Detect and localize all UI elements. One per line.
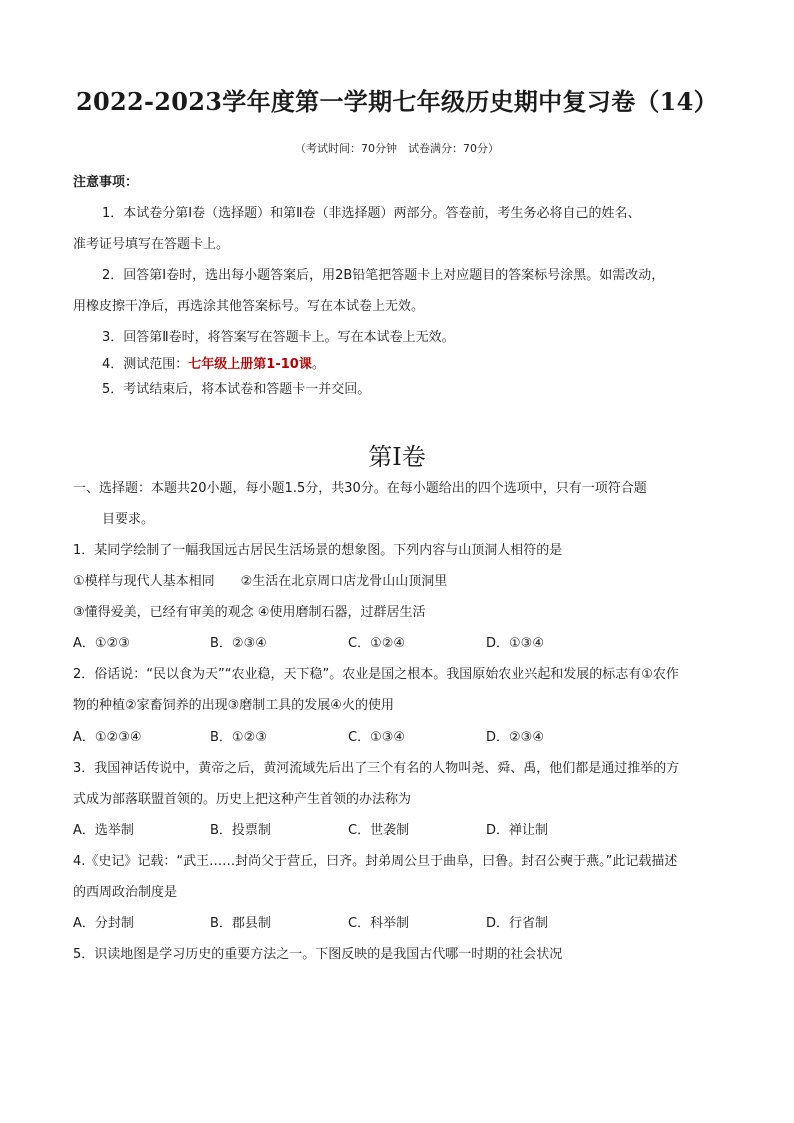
question-4-option-c[interactable]: C．科举制 bbox=[348, 916, 410, 931]
question-4-option-b[interactable]: B．郡县制 bbox=[210, 916, 271, 931]
question-1-option-c[interactable]: C．①②④ bbox=[348, 636, 406, 651]
question-5-stem: 5．识读地图是学习历史的重要方法之一。下图反映的是我国古代哪一时期的社会状况 bbox=[73, 947, 563, 962]
question-3-option-b[interactable]: B．投票制 bbox=[210, 823, 271, 838]
question-2-option-d[interactable]: D．②③④ bbox=[486, 730, 544, 745]
exam-title: 2022-2023学年度第一学期七年级历史期中复习卷（14） bbox=[76, 87, 718, 116]
test-scope: 七年级上册第1-10课 bbox=[188, 357, 312, 372]
question-4-option-a[interactable]: A．分封制 bbox=[73, 916, 134, 931]
question-3-option-d[interactable]: D．禅让制 bbox=[486, 823, 549, 838]
question-4-option-d[interactable]: D．行省制 bbox=[486, 916, 549, 931]
question-3-stem-line-2: 式成为部落联盟首领的。历史上把这种产生首领的办法称为 bbox=[73, 792, 412, 807]
question-1-stem: 1．某同学绘制了一幅我国远古居民生活场景的想象图。下列内容与山顶洞人相符的是 bbox=[73, 543, 563, 558]
exam-subtitle: （考试时间：70分钟 试卷满分：70分） bbox=[295, 142, 499, 155]
question-1-option-d[interactable]: D．①③④ bbox=[486, 636, 544, 651]
section-instruction-line-1: 一、选择题：本题共20小题，每小题1.5分，共30分。在每小题给出的四个选项中，只有一项符合题 bbox=[73, 481, 647, 496]
notice-heading: 注意事项： bbox=[73, 175, 139, 190]
question-1-option-b[interactable]: B．②③④ bbox=[210, 636, 267, 651]
question-1-statement-2: ③懂得爱美，已经有审美的观念 ④使用磨制石器，过群居生活 bbox=[73, 605, 426, 620]
notice-item-5: 5．考试结束后，将本试卷和答题卡一并交回。 bbox=[102, 382, 371, 397]
question-2-option-a[interactable]: A．①②③④ bbox=[73, 730, 142, 745]
question-2-option-b[interactable]: B．①②③ bbox=[210, 730, 267, 745]
section-instruction-line-2: 目要求。 bbox=[102, 512, 155, 527]
question-3-option-a[interactable]: A．选举制 bbox=[73, 823, 134, 838]
question-4-stem-line-1: 4.《史记》记载：“武王……封尚父于营丘，曰齐。封弟周公旦于曲阜，曰鲁。封召公奭于燕。”此记载描述 bbox=[73, 854, 678, 869]
question-1-option-a[interactable]: A．①②③ bbox=[73, 636, 130, 651]
notice-item-4-prefix: 4．测试范围： bbox=[102, 357, 189, 372]
question-1-statement-1: ①模样与现代人基本相同 ②生活在北京周口店龙骨山山顶洞里 bbox=[73, 574, 448, 589]
notice-item-1-line-2: 准考证号填写在答题卡上。 bbox=[73, 237, 230, 252]
question-2-stem-line-2: 物的种植②家畜饲养的出现③磨制工具的发展④火的使用 bbox=[73, 698, 394, 713]
notice-item-2-line-2: 用橡皮擦干净后，再选涂其他答案标号。写在本试卷上无效。 bbox=[73, 299, 425, 314]
question-3-stem-line-1: 3．我国神话传说中，黄帝之后，黄河流域先后出了三个有名的人物叫尧、舜、禹，他们都是通过推举的方 bbox=[73, 761, 680, 776]
notice-item-1-line-1: 1．本试卷分第Ⅰ卷（选择题）和第Ⅱ卷（非选择题）两部分。答卷前，考生务必将自己的姓名、 bbox=[102, 206, 641, 221]
question-2-option-c[interactable]: C．①③④ bbox=[348, 730, 406, 745]
notice-item-4 bbox=[102, 356, 325, 374]
notice-item-4-suffix: 。 bbox=[311, 357, 325, 372]
question-4-stem-line-2: 的西周政治制度是 bbox=[73, 885, 178, 900]
question-2-stem-line-1: 2．俗话说：“民以食为天”“农业稳，天下稳”。农业是国之根本。我国原始农业兴起和发展的标志有①农作 bbox=[73, 667, 679, 682]
notice-item-2-line-1: 2．回答第Ⅰ卷时，选出每小题答案后，用2B铅笔把答题卡上对应题目的答案标号涂黑。如需改动， bbox=[102, 268, 665, 283]
question-3-option-c[interactable]: C．世袭制 bbox=[348, 823, 410, 838]
section-title: 第Ⅰ卷 bbox=[368, 443, 426, 471]
notice-item-3: 3．回答第Ⅱ卷时，将答案写在答题卡上。写在本试卷上无效。 bbox=[102, 330, 455, 345]
